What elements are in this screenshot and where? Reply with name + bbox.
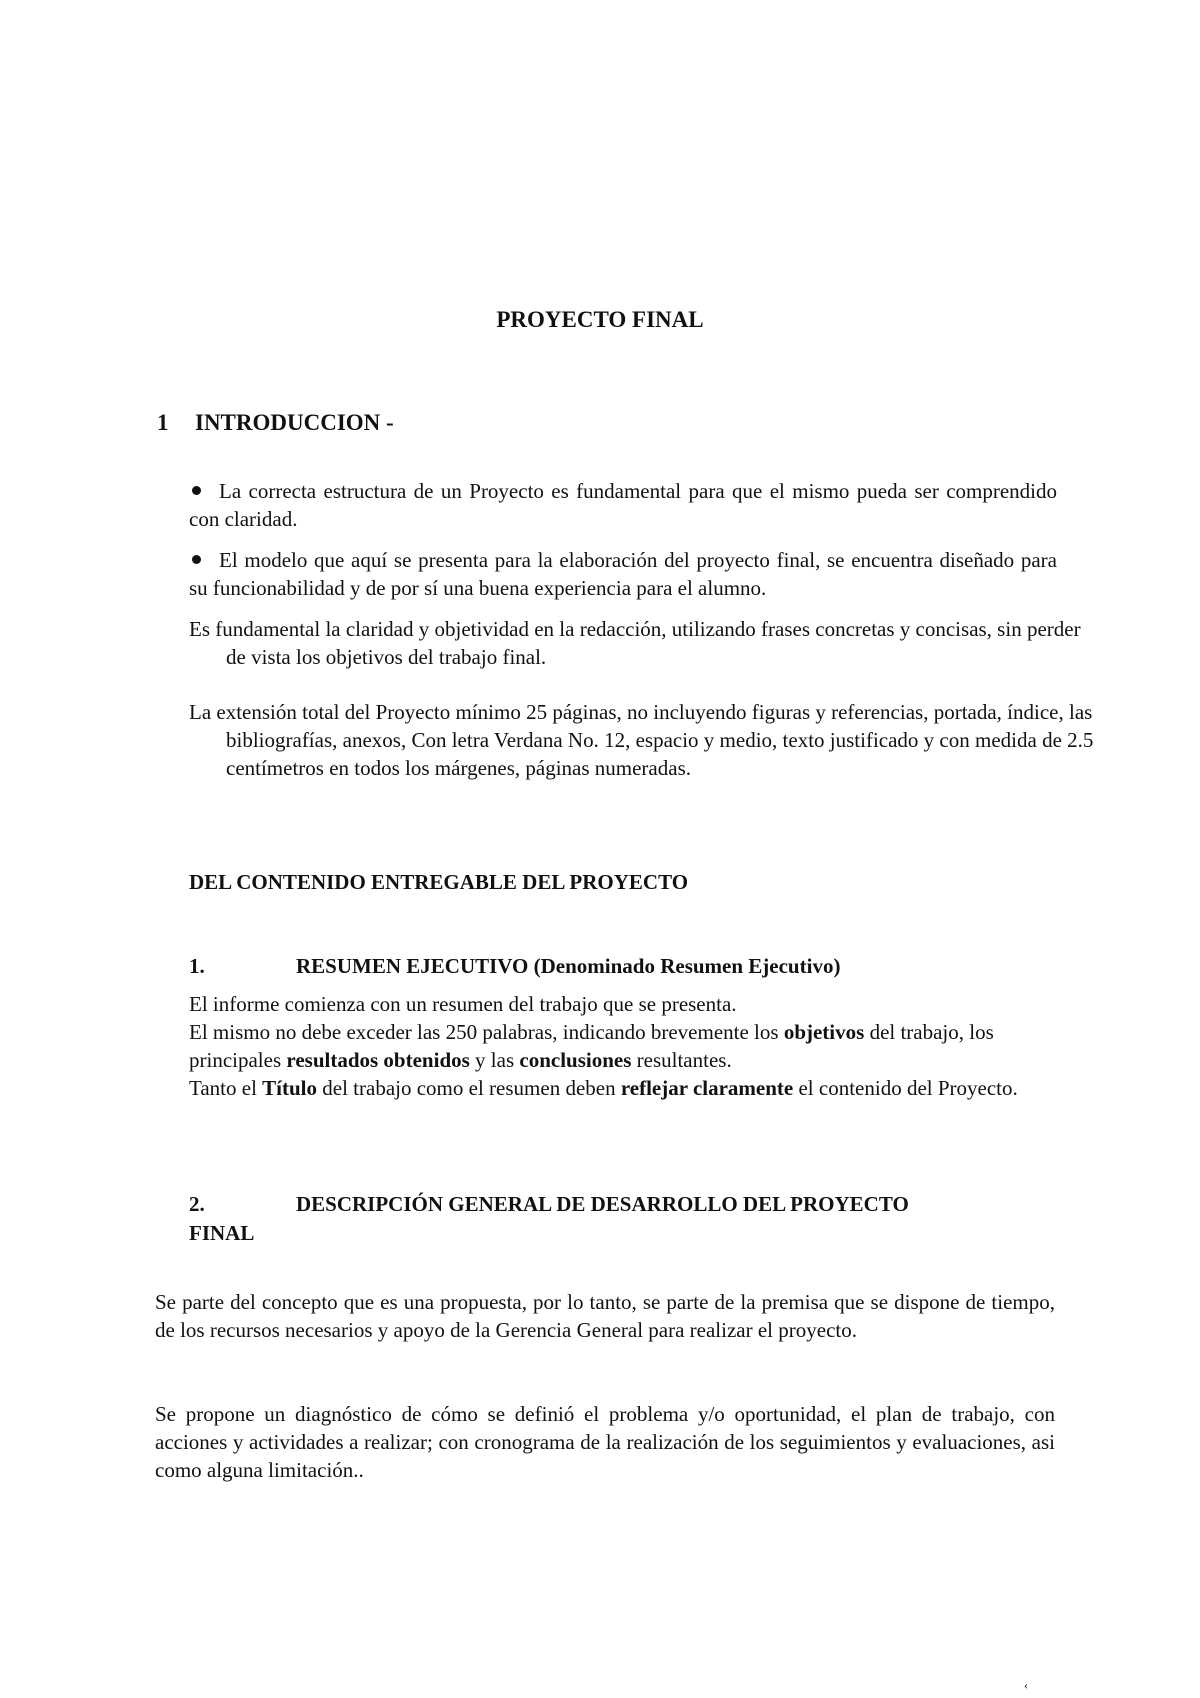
descripcion-heading-line-2: FINAL [189, 1221, 255, 1245]
paragraph-claridad: Es fundamental la claridad y objetividad en la redacción, utilizando frases concretas y concisas, sin perder de vista los objetivos del trabajo final. [189, 617, 1081, 669]
section-1-number: 1 [157, 410, 169, 435]
resumen-text: Tanto el [189, 1076, 263, 1100]
resumen-text: y las [469, 1048, 520, 1072]
descripcion-paragraph-1: Se parte del concepto que es una propuesta, por lo tanto, se parte de la premisa que se dispone de tiempo, de los recursos necesarios y apoyo de la Gerencia General para realizar el proyecto. [155, 1290, 1055, 1342]
bullet-icon [192, 486, 201, 495]
resumen-heading: RESUMEN EJECUTIVO (Denominado Resumen Ejecutivo) [296, 954, 841, 978]
resumen-line-3 [189, 1074, 1069, 1102]
paragraph-extension: La extensión total del Proyecto mínimo 25 páginas, no incluyendo figuras y referencias, portada, índice, las bibliografías, anexos, Con letra Verdana No. 12, espacio y medio, texto justificado y con medida de 2.5 centímetros en todos los márgenes, páginas numeradas. [189, 700, 1094, 780]
descripcion-number: 2. [189, 1192, 205, 1216]
page-footer-mark: ‹ [1024, 1678, 1028, 1692]
resumen-emphasis: reflejar claramente [620, 1076, 794, 1100]
resumen-text: resultantes. [631, 1048, 732, 1072]
descripcion-paragraph-2: Se propone un diagnóstico de cómo se definió el problema y/o oportunidad, el plan de trabajo, con acciones y actividades a realizar; con cronograma de la realización de los seguimientos y evaluaciones, asi como alguna limitación.. [155, 1402, 1055, 1482]
resumen-text: del trabajo, los principales [189, 1020, 994, 1072]
section-1-heading: INTRODUCCION - [195, 410, 394, 435]
resumen-emphasis: conclusiones [519, 1048, 632, 1072]
contenido-heading: DEL CONTENIDO ENTREGABLE DEL PROYECTO [189, 870, 689, 894]
resumen-emphasis: objetivos [783, 1020, 865, 1044]
resumen-text: del trabajo como el resumen deben [317, 1076, 621, 1100]
resumen-number: 1. [189, 954, 205, 978]
resumen-line-1: El informe comienza con un resumen del trabajo que se presenta. [189, 992, 737, 1016]
resumen-body [189, 990, 1069, 1102]
resumen-line-2 [189, 1018, 1069, 1074]
resumen-emphasis: resultados obtenidos [286, 1048, 470, 1072]
bullet-text-1: La correcta estructura de un Proyecto es fundamental para que el mismo pueda ser comprendido con claridad. [189, 479, 1057, 531]
descripcion-heading-line-1: DESCRIPCIÓN GENERAL DE DESARROLLO DEL PROYECTO [296, 1192, 909, 1216]
resumen-text: El mismo no debe exceder las 250 palabras, indicando brevemente los [189, 1020, 784, 1044]
bullet-text-2: El modelo que aquí se presenta para la elaboración del proyecto final, se encuentra diseñado para su funcionabilidad y de por sí una buena experiencia para el alumno. [189, 548, 1057, 600]
bullet-item-2 [189, 546, 1057, 602]
document-title: PROYECTO FINAL [496, 307, 704, 332]
bullet-item-1 [189, 477, 1057, 533]
resumen-text: el contenido del Proyecto. [793, 1076, 1018, 1100]
resumen-emphasis: Título [262, 1076, 318, 1100]
bullet-icon [192, 555, 201, 564]
